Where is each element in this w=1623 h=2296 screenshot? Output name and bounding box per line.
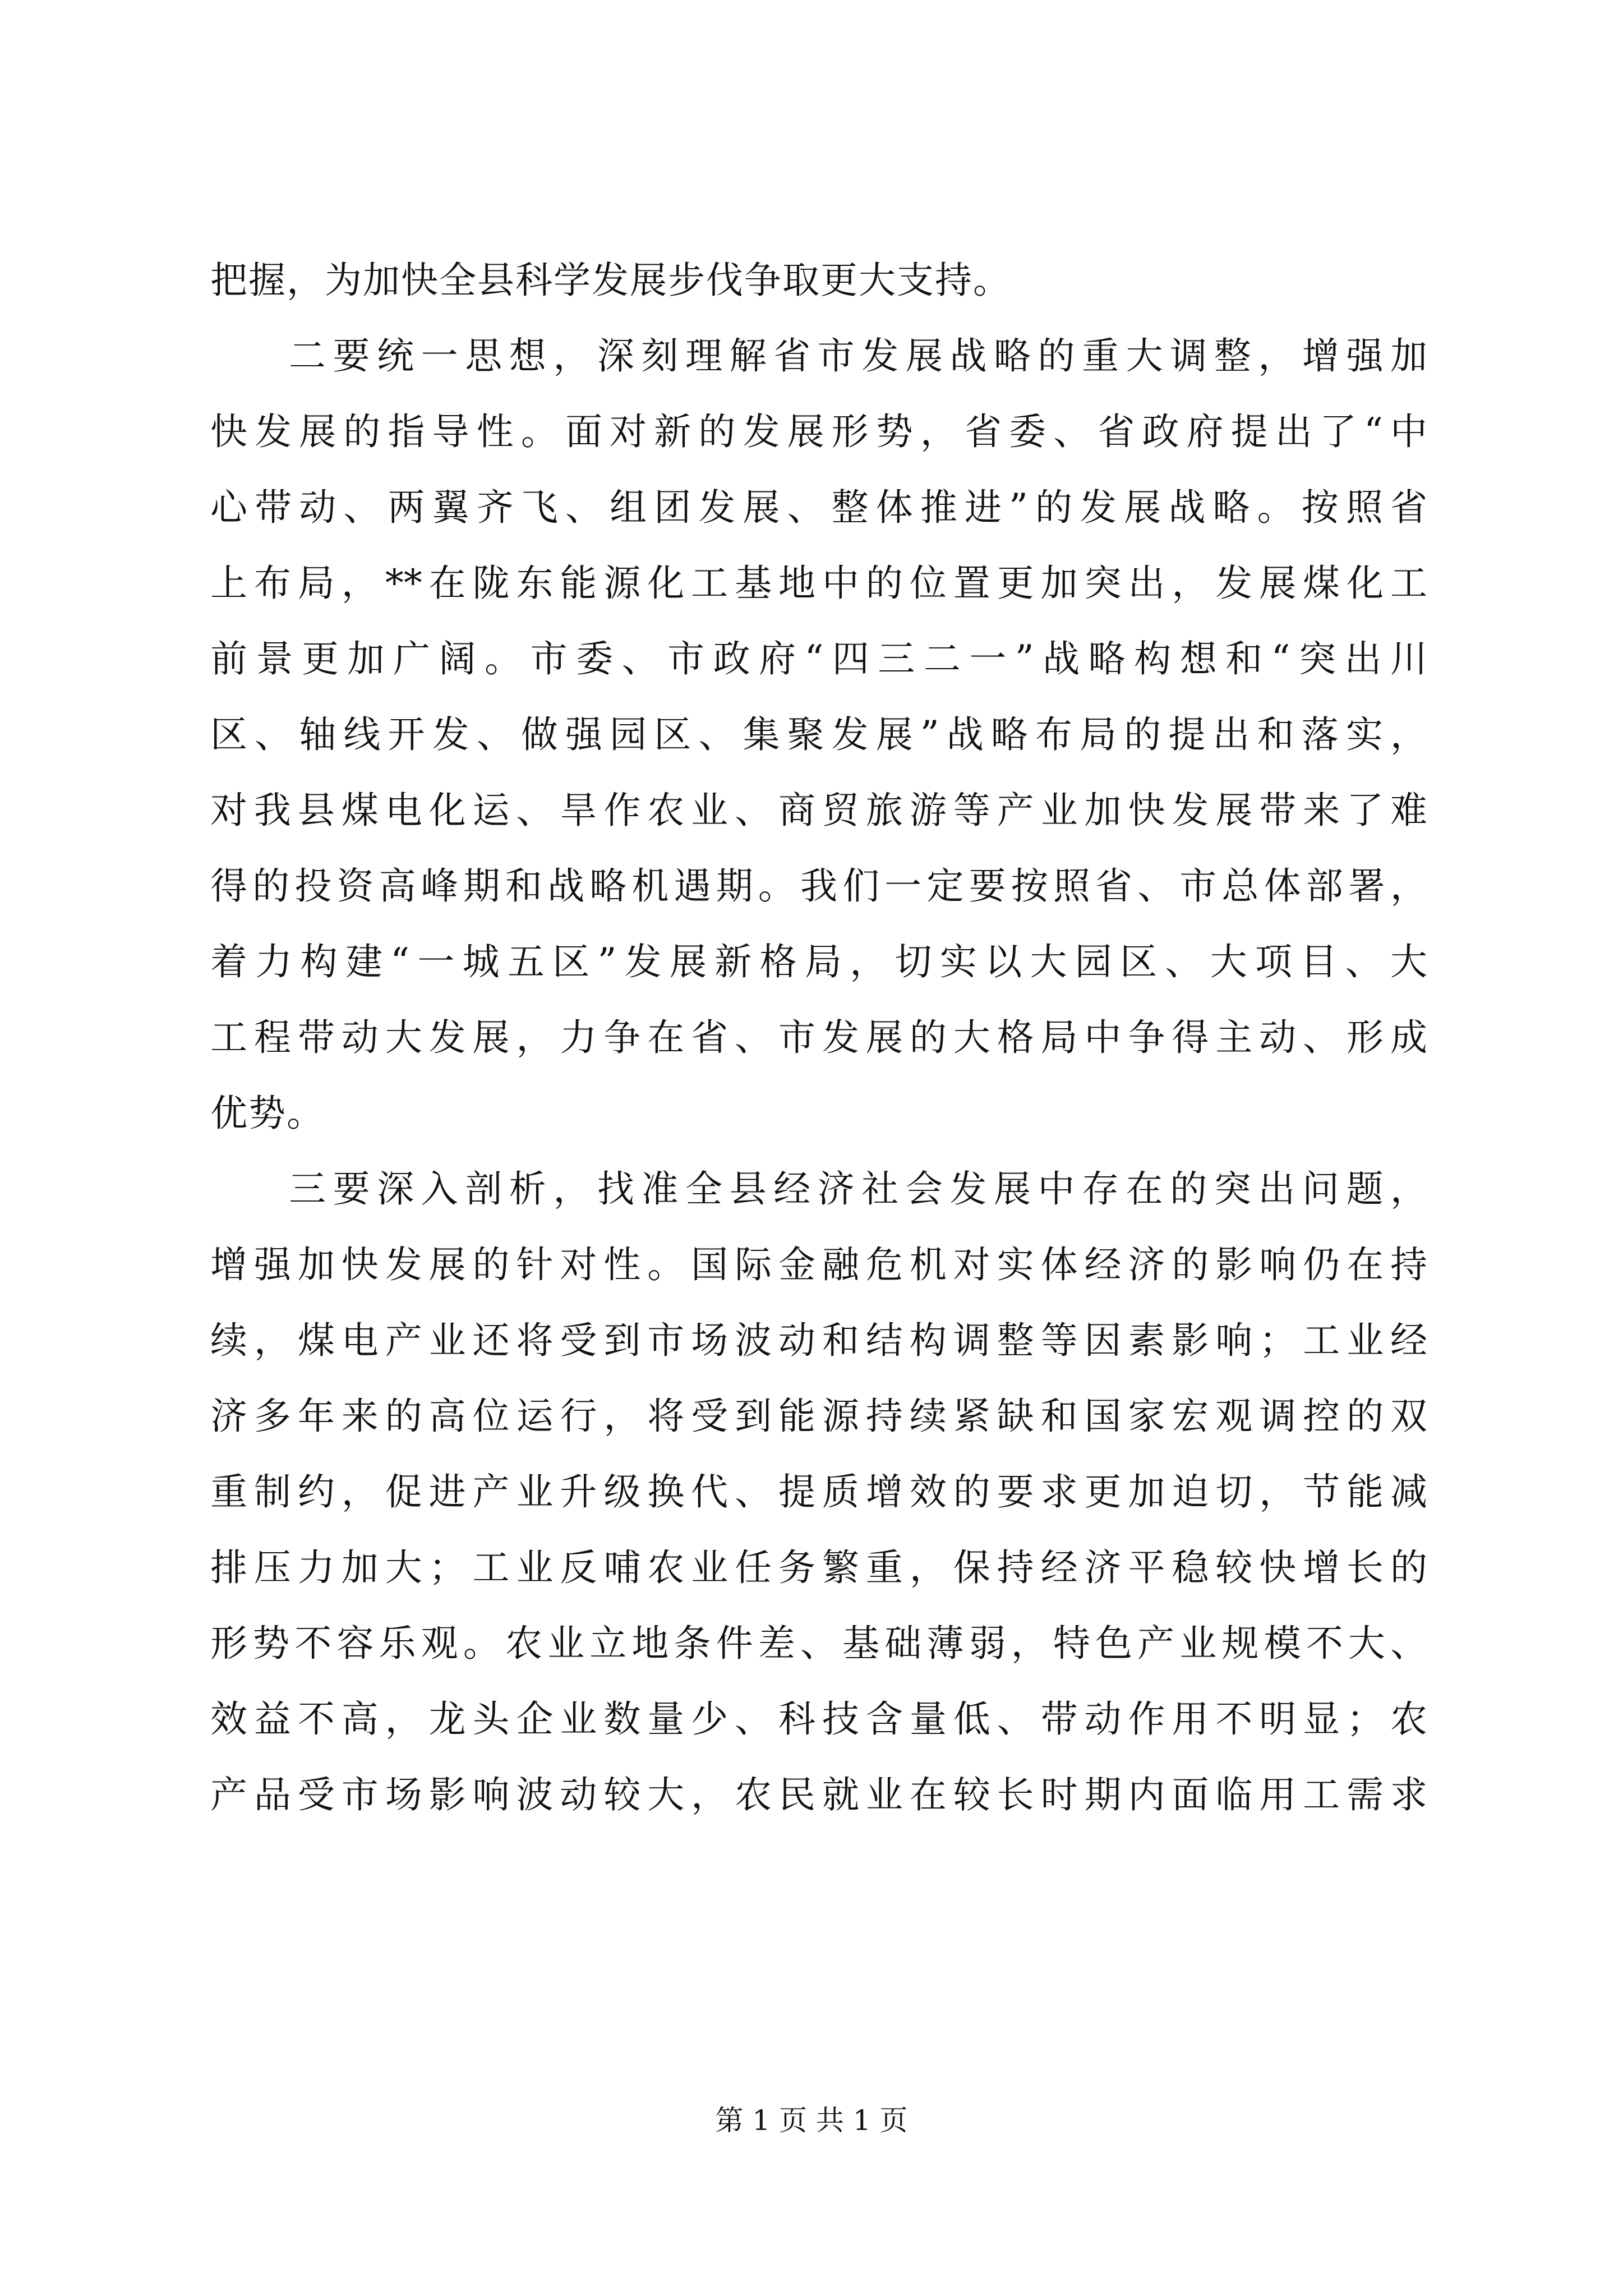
text-line: 二要统一思想，深刻理解省市发展战略的重大调整，增强加 [289, 334, 1427, 378]
text-line: 得的投资高峰期和战略机遇期。我们一定要按照省、市总体部署， [210, 864, 1427, 908]
text-line: 产品受市场影响波动较大，农民就业在较长时期内面临用工需求 [210, 1773, 1427, 1816]
text-line: 济多年来的高位运行，将受到能源持续紧缺和国家宏观调控的双 [210, 1395, 1427, 1438]
text-line: 重制约，促进产业升级换代、提质增效的要求更加迫切，节能减 [210, 1470, 1427, 1513]
text-line: 排压力加大；工业反哺农业任务繁重，保持经济平稳较快增长的 [210, 1546, 1427, 1589]
text-line: 前景更加广阔。市委、市政府“四三二一”战略构想和“突出川 [210, 637, 1427, 680]
text-line: 优势。 [210, 1092, 325, 1135]
text-line: 着力构建“一城五区”发展新格局，切实以大园区、大项目、大 [210, 940, 1427, 983]
text-line: 心带动、两翼齐飞、组团发展、整体推进”的发展战略。按照省 [210, 486, 1427, 529]
text-line: 形势不容乐观。农业立地条件差、基础薄弱，特色产业规模不大、 [210, 1622, 1427, 1665]
text-line: 增强加快发展的针对性。国际金融危机对实体经济的影响仍在持 [210, 1243, 1427, 1286]
text-line: 三要深入剖析，找准全县经济社会发展中存在的突出问题， [289, 1167, 1427, 1211]
text-line: 效益不高，龙头企业数量少、科技含量低、带动作用不明显；农 [210, 1697, 1427, 1741]
text-line: 续，煤电产业还将受到市场波动和结构调整等因素影响；工业经 [210, 1319, 1427, 1362]
text-line: 区、轴线开发、做强园区、集聚发展”战略布局的提出和落实， [210, 713, 1427, 756]
text-line: 对我县煤电化运、旱作农业、商贸旅游等产业加快发展带来了难 [210, 789, 1427, 832]
text-line: 上布局，**在陇东能源化工基地中的位置更加突出，发展煤化工 [210, 562, 1427, 605]
text-line: 把握，为加快全县科学发展步伐争取更大支持。 [210, 259, 1011, 302]
text-line: 工程带动大发展，力争在省、市发展的大格局中争得主动、形成 [210, 1016, 1427, 1059]
text-line: 快发展的指导性。面对新的发展形势，省委、省政府提出了“中 [210, 410, 1427, 453]
page-footer: 第 1 页 共 1 页 [715, 2104, 908, 2137]
